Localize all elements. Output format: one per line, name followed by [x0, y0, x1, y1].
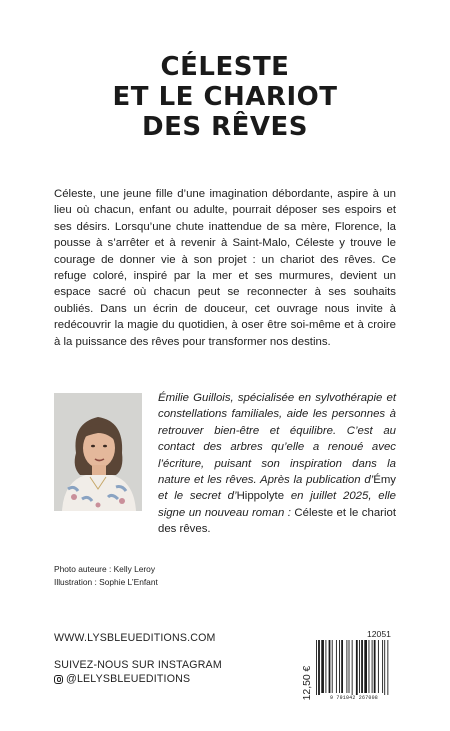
barcode-bar — [387, 640, 388, 697]
barcode-bar — [352, 640, 353, 697]
barcode-bar — [321, 640, 324, 693]
barcode-bar — [364, 640, 367, 693]
title-line-3: DES RÊVES — [141, 112, 308, 142]
barcode-bar — [332, 640, 333, 693]
book-title — [0, 52, 450, 142]
title-line-2: ET LE CHARIOT — [112, 82, 338, 112]
barcode-bar — [378, 640, 379, 693]
bio-book-3: Céleste et le chariot des rêves — [158, 506, 396, 536]
barcode-bar — [325, 640, 326, 693]
instagram-prompt: SUIVEZ-NOUS SUR INSTAGRAM — [54, 659, 222, 671]
instagram-handle-text: @LELYSBLEUEDITIONS — [66, 673, 191, 685]
barcode-bar — [339, 640, 340, 693]
barcode-bar — [318, 640, 320, 697]
barcode-bar — [316, 640, 317, 697]
author-bio — [158, 390, 396, 538]
barcode-bar — [336, 640, 337, 693]
barcode-bar — [356, 640, 358, 697]
title-line-1: CÉLESTE — [160, 52, 290, 82]
author-portrait-image — [54, 393, 142, 511]
barcode-bar — [372, 640, 373, 693]
book-summary: Céleste, une jeune fille d’une imagination débordante, aspire à un lieu où chacun, enfant ou adulte, pourrait déposer ses espoirs et ses désirs. Lorsqu’une chute inattendue de sa mère, Florence, la pousse à s’arrêter et à revenir à Saint-Malo, Céleste y trouve le courage de donner vie à son projet : un chariot des rêves. Ce refuge coloré, inspiré par la mer et ses murmures, devient un espace sacré où chacun peut se reconnecter à ses souhaits oubliés. Dans un écrin de douceur, cet ouvrage nous invite à redécouvrir la magie du quotidien, à oser être soi-même et à croire à la puissance des rêves pour transformer nos destins. — [54, 188, 396, 348]
photo-credit: Photo auteure : Kelly Leroy — [54, 564, 156, 574]
barcode-bar — [369, 640, 370, 693]
barcode-bar — [329, 640, 331, 693]
barcode-bar — [384, 640, 385, 697]
author-photo — [54, 393, 142, 511]
illustration-credit: Illustration : Sophie L’Enfant — [54, 577, 158, 587]
barcode-digits: 9 791042 267008 — [314, 695, 394, 701]
bio-text-1: Émilie Guillois, spécialisée en sylvothérapie et constellations familiales, aide les personnes à retrouver bien-être et équilibre. C’est au contact des arbres qu’elle a renoué avec l’écriture, puisant son inspiration dans la nature et les rêves. Après la publication d’ — [158, 392, 396, 487]
barcode-bar — [361, 640, 363, 693]
bio-text-2: et le secret d’ — [158, 490, 237, 503]
website-link[interactable]: WWW.LYSBLEUEDITIONS.COM — [54, 632, 216, 644]
bio-book-2: Hippolyte — [236, 490, 285, 503]
instagram-handle[interactable] — [54, 673, 190, 685]
product-code: 12051 — [367, 629, 391, 639]
price: 12,50 € — [302, 665, 313, 701]
bio-text-4: . — [207, 523, 211, 536]
barcode-bar — [374, 640, 376, 693]
barcode-bar — [349, 640, 350, 693]
credits — [54, 563, 158, 589]
bio-book-1: Émy — [373, 474, 396, 487]
barcode-bar — [341, 640, 343, 693]
barcode-bar — [346, 640, 347, 693]
instagram-icon — [54, 675, 63, 684]
bio-text-3: en juillet 2025, elle signe un nouveau roman : — [158, 490, 396, 519]
barcode — [314, 640, 394, 703]
barcode-bar — [359, 640, 360, 693]
barcode-bar — [382, 640, 383, 693]
